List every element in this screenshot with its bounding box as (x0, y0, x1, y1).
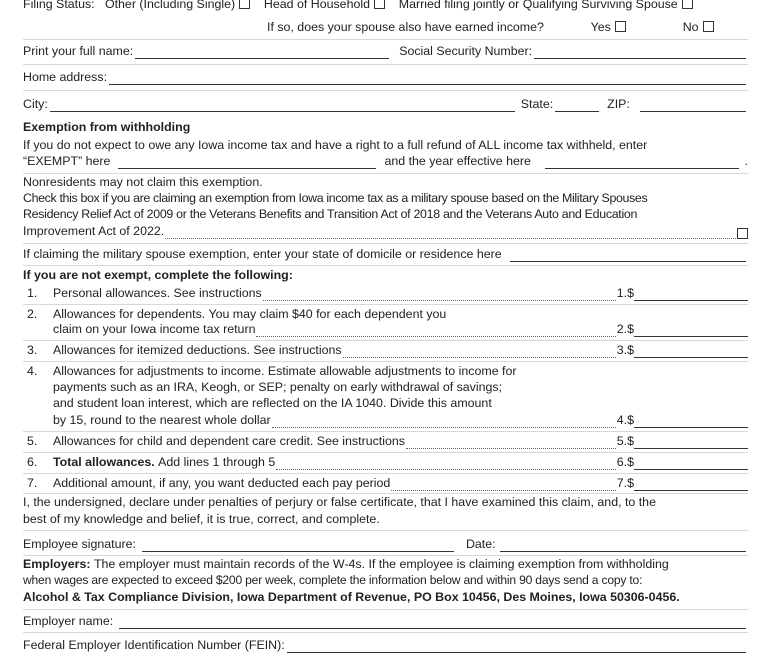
line-7: 7. Additional amount, if any, you want deducted each pay period 7.$ (27, 476, 748, 491)
divider (23, 493, 748, 494)
line-5-amount[interactable] (634, 437, 748, 449)
leader-dots (276, 459, 616, 470)
line-6-bold: Total allowances. (53, 455, 155, 469)
line-1-amount[interactable] (634, 289, 748, 301)
line-3-amount[interactable] (634, 346, 748, 358)
checkbox-mfj[interactable] (682, 0, 693, 9)
ssn-field[interactable] (534, 47, 746, 59)
name-ssn-row (23, 44, 748, 59)
yes-label: Yes (590, 20, 611, 34)
line-4a: 4. Allowances for adjustments to income. Estimate allowable adjustments to income for (27, 364, 517, 378)
city-field[interactable] (50, 100, 515, 112)
line-7-amount[interactable] (634, 479, 748, 491)
divider (23, 340, 748, 341)
line-6-ref: 6.$ (616, 455, 634, 469)
military-p2: Residency Relief Act of 2009 or the Veterans Benefits and Transition Act of 2018 and the Veterans Auto and Education (23, 207, 638, 221)
home-address-label: Home address: (23, 70, 108, 84)
divider (23, 632, 748, 633)
year-label: and the year effective here (384, 154, 531, 168)
date-field[interactable] (500, 540, 746, 552)
date-label: Date: (465, 537, 496, 551)
checkbox-single[interactable] (239, 0, 250, 9)
line-2b (53, 322, 748, 337)
state-field[interactable] (555, 100, 599, 112)
exempt-row (23, 154, 748, 169)
line-6-amount[interactable] (634, 458, 748, 470)
divider (23, 431, 748, 432)
divider (23, 555, 748, 556)
employers-p3: Alcohol & Tax Compliance Division, Iowa Department of Revenue, PO Box 10456, Des Moines, Iowa 50306-0456. (23, 590, 680, 604)
divider (23, 304, 748, 305)
leader-dots (406, 438, 616, 449)
domicile-row (23, 247, 748, 262)
leader-dots (272, 417, 616, 428)
employer-name-row (23, 614, 748, 629)
exempt-label: “EXEMPT” here (23, 154, 111, 168)
divider (23, 243, 748, 244)
name-label: Print your full name: (23, 44, 134, 58)
exemption-heading: Exemption from withholding (23, 120, 191, 134)
checkbox-military[interactable] (737, 228, 748, 239)
leader-dots (263, 290, 616, 301)
line-3-text: Allowances for itemized deductions. See instructions (53, 343, 342, 357)
line-2b-text: claim on your Iowa income tax return (53, 322, 256, 336)
filing-opt-hoh: Head of Household (263, 0, 370, 11)
divider (23, 64, 748, 65)
line-4d (53, 413, 748, 428)
line-3: 3. Allowances for itemized deductions. See instructions 3.$ (27, 343, 748, 358)
leader-dots (343, 347, 616, 358)
city-label: City: (23, 97, 48, 111)
line-1-ref: 1.$ (616, 286, 634, 300)
filing-status-row (23, 0, 748, 12)
filing-opt-single: Other (Including Single) (104, 0, 236, 11)
checkbox-yes[interactable] (615, 21, 626, 32)
nonresident-note: Nonresidents may not claim this exemption. (23, 175, 263, 189)
employer-name-field[interactable] (119, 617, 746, 629)
employers-p2: when wages are expected to exceed $200 per week, complete the information below and within 90 days send a copy to: (23, 573, 643, 587)
divider (23, 609, 748, 610)
state-label: State: (520, 97, 554, 111)
line-4-ref: 4.$ (616, 413, 634, 427)
line-3-ref: 3.$ (616, 343, 634, 357)
line-5-text: Allowances for child and dependent care credit. See instructions (53, 434, 405, 448)
divider (23, 173, 748, 174)
line-5-ref: 5.$ (616, 434, 634, 448)
line-6: 6. Total allowances. Add lines 1 through 5 6.$ (27, 455, 748, 470)
divider (23, 361, 748, 362)
exempt-field[interactable] (118, 157, 376, 169)
line-7-ref: 7.$ (616, 476, 634, 490)
name-field[interactable] (135, 47, 389, 59)
employer-name-label: Employer name: (23, 614, 114, 628)
divider (23, 473, 748, 474)
line-2-ref: 2.$ (616, 322, 634, 336)
domicile-field[interactable] (510, 250, 746, 262)
fein-label: Federal Employer Identification Number (FEIN): (23, 638, 285, 652)
ssn-label: Social Security Number: (399, 44, 533, 58)
line-1-text: Personal allowances. See instructions (53, 286, 262, 300)
employers-p1 (23, 557, 748, 572)
line-1: 1. Personal allowances. See instructions 1.$ (27, 286, 748, 301)
leader-dots (256, 326, 615, 337)
declaration-p1: I, the undersigned, declare under penalties of perjury or false certificate, that I have examined this claim, and, to the (23, 495, 656, 509)
military-p3-row (23, 224, 748, 239)
leader-dots (391, 480, 615, 491)
line-4-text: Allowances for adjustments to income. Estimate allowable adjustments to income for (53, 364, 517, 378)
checkbox-no[interactable] (703, 21, 714, 32)
year-field[interactable] (545, 157, 739, 169)
period: . (744, 154, 748, 168)
city-state-zip-row (23, 97, 748, 112)
divider (23, 530, 748, 531)
domicile-label: If claiming the military spouse exemption, enter your state of domicile or residence here (23, 247, 502, 261)
line-4-amount[interactable] (634, 416, 748, 428)
exemption-p1a: If you do not expect to owe any Iowa income tax and have a right to a full refund of ALL income tax withheld, enter (23, 138, 648, 152)
divider (23, 265, 748, 266)
signature-row (23, 537, 748, 552)
employers-bold: Employers: (23, 557, 91, 571)
home-address-field[interactable] (109, 73, 746, 85)
line-6-text: Add lines 1 through 5 (158, 455, 276, 469)
zip-field[interactable] (640, 100, 746, 112)
military-p3: Improvement Act of 2022. (23, 224, 165, 238)
no-label: No (682, 20, 699, 34)
leader-dots (165, 228, 736, 239)
spouse-question: If so, does your spouse also have earned income? (267, 20, 544, 34)
line-4c: and student loan interest, which are reflected on the IA 1040. Divide this amount (53, 396, 492, 410)
fein-row (23, 638, 748, 653)
filing-status-label: Filing Status: (23, 0, 95, 11)
line-2-text: Allowances for dependents. You may claim $40 for each dependent you (53, 307, 447, 321)
checkbox-hoh[interactable] (374, 0, 385, 9)
line-4d-text: by 15, round to the nearest whole dollar (53, 413, 271, 427)
line-4b: payments such as an IRA, Keogh, or SEP; penalty on early withdrawal of savings; (53, 380, 503, 394)
line-2-amount[interactable] (634, 325, 748, 337)
line-7-text: Additional amount, if any, you want deducted each pay period (53, 476, 391, 490)
line-5: 5. Allowances for child and dependent care credit. See instructions 5.$ (27, 434, 748, 449)
zip-label: ZIP: (607, 97, 630, 111)
home-address-row (23, 70, 748, 85)
employers-text: The employer must maintain records of the W-4s. If the employee is claiming exemption from withholding (93, 557, 669, 571)
spouse-income-row (267, 20, 748, 35)
signature-field[interactable] (142, 540, 454, 552)
divider (23, 452, 748, 453)
filing-opt-mfj: Married filing jointly or Qualifying Surviving Spouse (398, 0, 678, 11)
not-exempt-heading: If you are not exempt, complete the following: (23, 268, 293, 282)
military-p1: Check this box if you are claiming an exemption from Iowa income tax as a military spouse based on the Military Spouses (23, 191, 648, 205)
divider (23, 39, 748, 40)
fein-field[interactable] (287, 641, 746, 653)
line-2a: 2. Allowances for dependents. You may claim $40 for each dependent you (27, 307, 447, 321)
signature-label: Employee signature: (23, 537, 136, 551)
declaration-p2: best of my knowledge and belief, it is true, correct, and complete. (23, 512, 380, 526)
divider (23, 90, 748, 91)
